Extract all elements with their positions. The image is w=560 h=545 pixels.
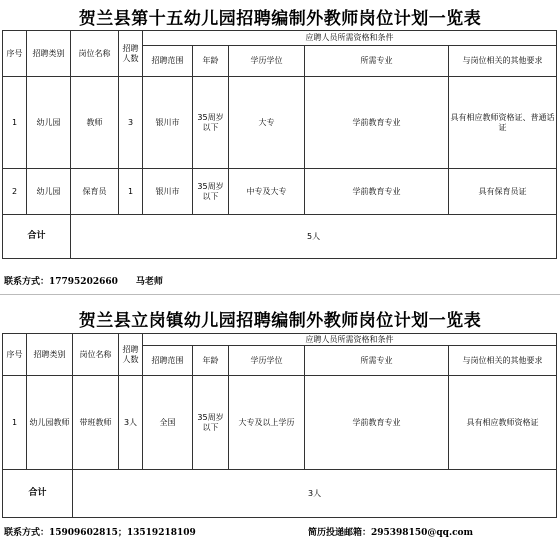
header-count: 招聘人数: [119, 31, 143, 77]
header-other: 与岗位相关的其他要求: [449, 46, 557, 77]
header-age: 年龄: [193, 346, 229, 376]
cell-major: 学前教育专业: [305, 169, 449, 215]
cell-count: 3人: [119, 376, 143, 470]
total-row: [3, 470, 557, 518]
table1: [2, 30, 557, 259]
cell-count: 3: [119, 77, 143, 169]
section-divider: [0, 294, 560, 295]
cell-education: 大专: [229, 77, 305, 169]
header-no: 序号: [3, 334, 27, 376]
header-category: 招聘类别: [27, 31, 71, 77]
total-value: 5人: [71, 215, 557, 259]
cell-count: 1: [119, 169, 143, 215]
table2-contact-email: 简历投递邮箱：295398150@qq.com: [308, 528, 474, 538]
header-education: 学历学位: [229, 46, 305, 77]
cell-category: 幼儿园教师: [27, 376, 73, 470]
header-conditions: 应聘人员所需资格和条件: [143, 31, 557, 46]
total-value: 3人: [73, 470, 557, 518]
cell-no: 1: [3, 376, 27, 470]
cell-major: 学前教育专业: [305, 376, 449, 470]
table-row: [3, 376, 557, 470]
total-label: 合计: [3, 215, 71, 259]
cell-position: 教师: [71, 77, 119, 169]
table2-contact-phone: 联系方式：15909602815；13519218109: [4, 528, 196, 538]
cell-age: 35周岁以下: [193, 77, 229, 169]
header-category: 招聘类别: [27, 334, 73, 376]
cell-age: 35周岁以下: [193, 169, 229, 215]
cell-category: 幼儿园: [27, 77, 71, 169]
cell-other: 具有相应教师资格证、普通话证: [449, 77, 557, 169]
cell-major: 学前教育专业: [305, 77, 449, 169]
cell-education: 中专及大专: [229, 169, 305, 215]
table1-title: 贺兰县第十五幼儿园招聘编制外教师岗位计划一览表: [78, 9, 482, 29]
cell-position: 保育员: [71, 169, 119, 215]
cell-no: 2: [3, 169, 27, 215]
table1-contact: 联系方式：17795202660 马老师: [4, 277, 163, 287]
cell-other: 具有保育员证: [449, 169, 557, 215]
total-row: [3, 215, 557, 259]
header-scope: 招聘范围: [143, 46, 193, 77]
header-no: 序号: [3, 31, 27, 77]
header-age: 年龄: [193, 46, 229, 77]
header-count: 招聘人数: [119, 334, 143, 376]
total-label: 合计: [3, 470, 73, 518]
cell-category: 幼儿园: [27, 169, 71, 215]
cell-other: 具有相应教师资格证: [449, 376, 557, 470]
header-other: 与岗位相关的其他要求: [449, 346, 557, 376]
cell-scope: 银川市: [143, 77, 193, 169]
cell-no: 1: [3, 77, 27, 169]
header-major: 所需专业: [305, 346, 449, 376]
cell-scope: 全国: [143, 376, 193, 470]
table-row: [3, 169, 557, 215]
header-position: 岗位名称: [71, 31, 119, 77]
table2-title: 贺兰县立岗镇幼儿园招聘编制外教师岗位计划一览表: [78, 311, 482, 331]
cell-scope: 银川市: [143, 169, 193, 215]
table2: [2, 333, 557, 518]
header-major: 所需专业: [305, 46, 449, 77]
header-conditions: 应聘人员所需资格和条件: [143, 334, 557, 346]
cell-position: 带班教师: [73, 376, 119, 470]
cell-education: 大专及以上学历: [229, 376, 305, 470]
header-scope: 招聘范围: [143, 346, 193, 376]
cell-age: 35周岁以下: [193, 376, 229, 470]
header-education: 学历学位: [229, 346, 305, 376]
table-row: [3, 77, 557, 169]
header-position: 岗位名称: [73, 334, 119, 376]
